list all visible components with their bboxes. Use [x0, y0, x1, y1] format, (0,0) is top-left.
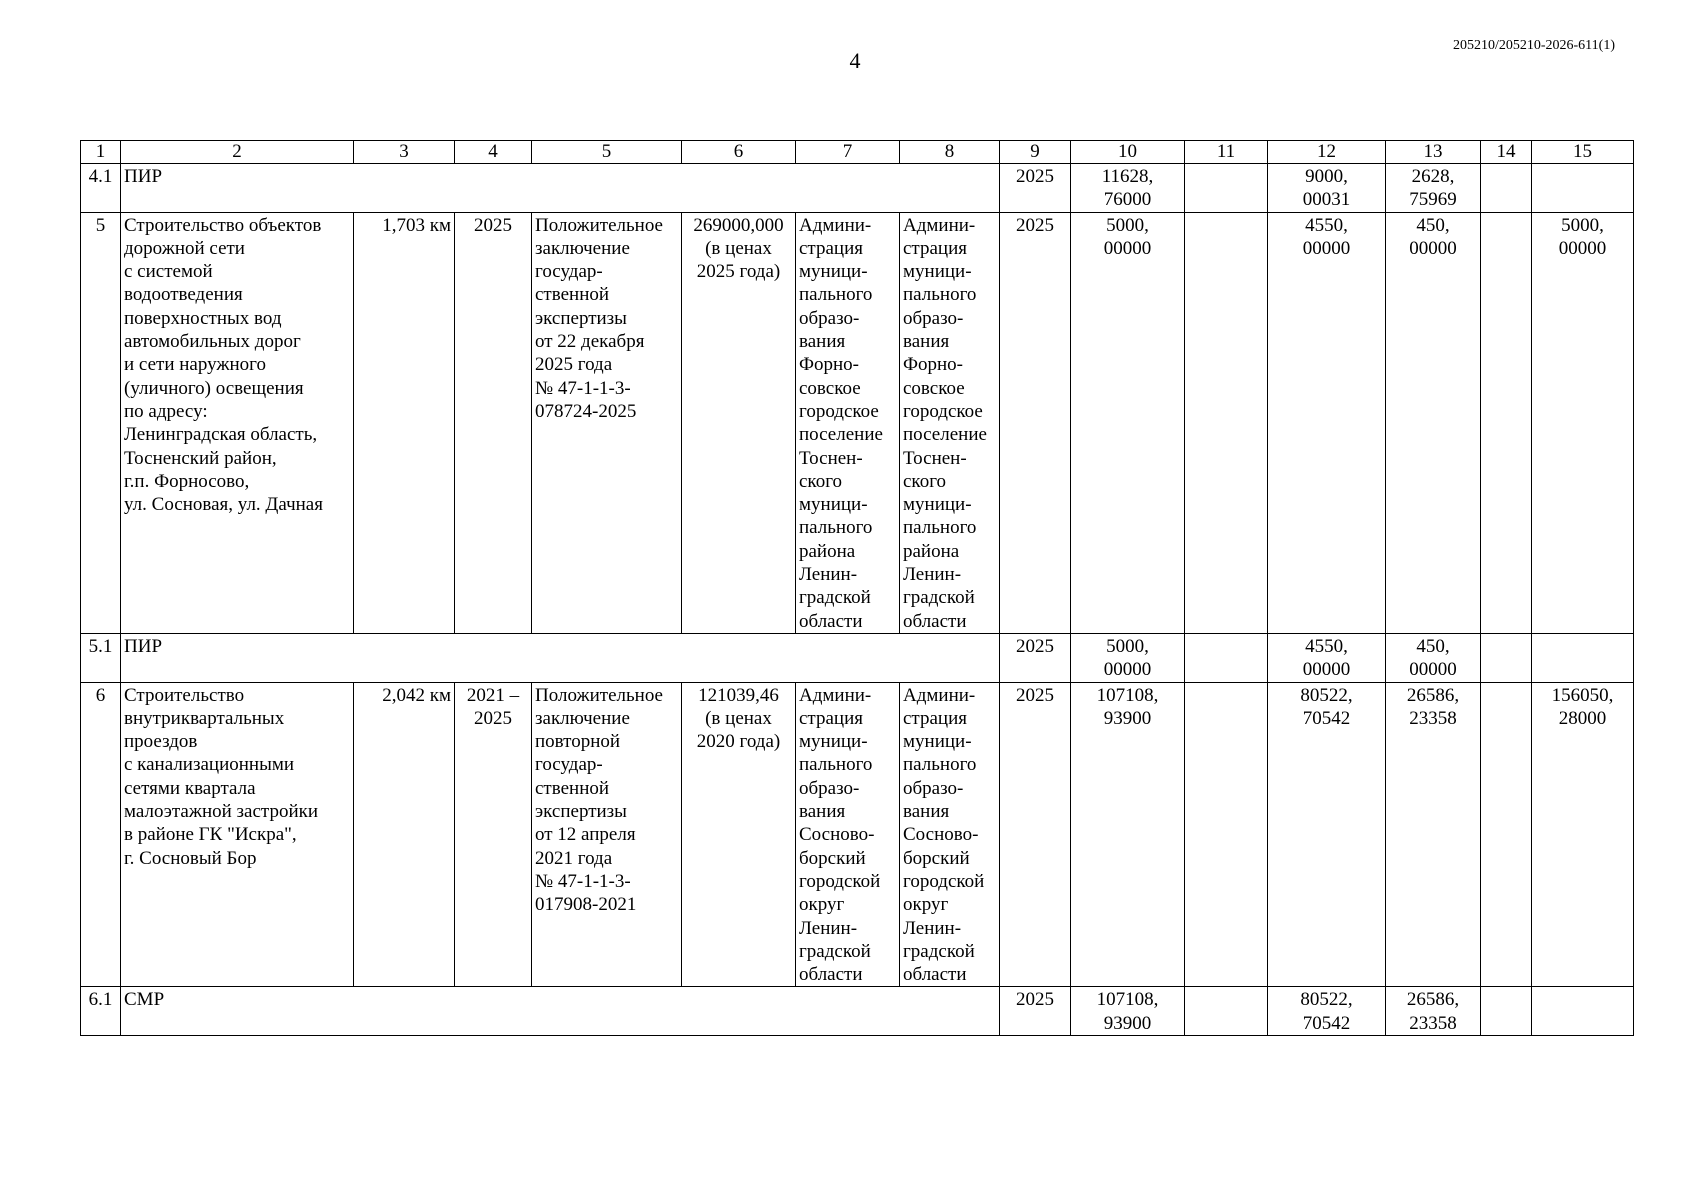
- cell-col-12: 4550, 00000: [1268, 633, 1386, 682]
- stage-name: ПИР: [121, 164, 1000, 213]
- cell-col-15: 156050, 28000: [1532, 682, 1634, 987]
- cell-col-5: Положительное заключение государ- ственной экспертизы от 22 декабря 2025 года № 47-1-1-3- 078724-2025: [532, 212, 682, 633]
- cell-col-12: 4550, 00000: [1268, 212, 1386, 633]
- column-number: 15: [1532, 141, 1634, 164]
- cell-col-14: [1481, 682, 1532, 987]
- column-number: 13: [1386, 141, 1481, 164]
- column-number: 1: [81, 141, 121, 164]
- cell-col-5: Положительное заключение повторной государ- ственной экспертизы от 12 апреля 2021 года № 47-1-1-3- 017908-2021: [532, 682, 682, 987]
- cell-col-11: [1185, 164, 1268, 213]
- cell-col-12: 80522, 70542: [1268, 987, 1386, 1036]
- stage-name: ПИР: [121, 633, 1000, 682]
- cell-col-13: 2628, 75969: [1386, 164, 1481, 213]
- table-row-stage: [81, 987, 1634, 1036]
- cell-col-15: 5000, 00000: [1532, 212, 1634, 633]
- column-number-row: [81, 141, 1634, 164]
- program-table: [80, 140, 1634, 1036]
- cell-col-13: 450, 00000: [1386, 212, 1481, 633]
- column-number: 3: [354, 141, 455, 164]
- cell-col-10: 107108, 93900: [1071, 987, 1185, 1036]
- cell-col-11: [1185, 212, 1268, 633]
- cell-col-8: Админи- страция муници- пального образо- вания Форно- совское городское поселение Тоснен- ского муници- пального района Ленин- градской области: [900, 212, 1000, 633]
- object-name: Строительство внутриквартальных проездов с канализационными сетями квартала малоэтажной застройки в районе ГК "Искра", г. Сосновый Бор: [121, 682, 354, 987]
- cell-col-3: 1,703 км: [354, 212, 455, 633]
- cell-col-10: 5000, 00000: [1071, 212, 1185, 633]
- cell-col-12: 80522, 70542: [1268, 682, 1386, 987]
- object-name: Строительство объектов дорожной сети с системой водоотведения поверхностных вод автомобильных дорог и сети наружного (уличного) освещения по адресу: Ленинградская область, Тосненский район, г.п. Форносово, ул. Сосновая, ул. Дачная: [121, 212, 354, 633]
- row-number: 6: [81, 682, 121, 987]
- table-row-stage: [81, 633, 1634, 682]
- cell-col-11: [1185, 987, 1268, 1036]
- column-number: 4: [455, 141, 532, 164]
- cell-col-9: 2025: [1000, 633, 1071, 682]
- column-number: 9: [1000, 141, 1071, 164]
- column-number: 8: [900, 141, 1000, 164]
- table-row-object: [81, 682, 1634, 987]
- table-row-object: [81, 212, 1634, 633]
- column-number: 2: [121, 141, 354, 164]
- column-number: 11: [1185, 141, 1268, 164]
- cell-col-6: 269000,000 (в ценах 2025 года): [682, 212, 796, 633]
- document-id: 205210/205210-2026-611(1): [1452, 38, 1615, 53]
- row-number: 5.1: [81, 633, 121, 682]
- column-number: 6: [682, 141, 796, 164]
- cell-col-4: 2021 – 2025: [455, 682, 532, 987]
- cell-col-15: [1532, 633, 1634, 682]
- page-number: 4: [849, 48, 861, 73]
- column-number: 12: [1268, 141, 1386, 164]
- cell-col-8: Админи- страция муници- пального образо- вания Сосново- борский городской округ Ленин- градской области: [900, 682, 1000, 987]
- column-number: 10: [1071, 141, 1185, 164]
- cell-col-3: 2,042 км: [354, 682, 455, 987]
- cell-col-7: Админи- страция муници- пального образо- вания Сосново- борский городской округ Ленин- градской области: [796, 682, 900, 987]
- cell-col-11: [1185, 633, 1268, 682]
- cell-col-10: 11628, 76000: [1071, 164, 1185, 213]
- cell-col-9: 2025: [1000, 682, 1071, 987]
- table-body: [81, 141, 1634, 1036]
- cell-col-10: 107108, 93900: [1071, 682, 1185, 987]
- cell-col-10: 5000, 00000: [1071, 633, 1185, 682]
- cell-col-13: 26586, 23358: [1386, 682, 1481, 987]
- cell-col-11: [1185, 682, 1268, 987]
- cell-col-15: [1532, 987, 1634, 1036]
- cell-col-14: [1481, 164, 1532, 213]
- cell-col-14: [1481, 633, 1532, 682]
- row-number: 4.1: [81, 164, 121, 213]
- table-row-stage: [81, 164, 1634, 213]
- column-number: 5: [532, 141, 682, 164]
- column-number: 14: [1481, 141, 1532, 164]
- cell-col-9: 2025: [1000, 987, 1071, 1036]
- cell-col-15: [1532, 164, 1634, 213]
- row-number: 5: [81, 212, 121, 633]
- row-number: 6.1: [81, 987, 121, 1036]
- cell-col-14: [1481, 987, 1532, 1036]
- cell-col-7: Админи- страция муници- пального образо- вания Форно- совское городское поселение Тоснен- ского муници- пального района Ленин- градской области: [796, 212, 900, 633]
- cell-col-6: 121039,46 (в ценах 2020 года): [682, 682, 796, 987]
- cell-col-9: 2025: [1000, 212, 1071, 633]
- cell-col-4: 2025: [455, 212, 532, 633]
- stage-name: СМР: [121, 987, 1000, 1036]
- cell-col-14: [1481, 212, 1532, 633]
- cell-col-13: 26586, 23358: [1386, 987, 1481, 1036]
- cell-col-13: 450, 00000: [1386, 633, 1481, 682]
- column-number: 7: [796, 141, 900, 164]
- cell-col-12: 9000, 00031: [1268, 164, 1386, 213]
- cell-col-9: 2025: [1000, 164, 1071, 213]
